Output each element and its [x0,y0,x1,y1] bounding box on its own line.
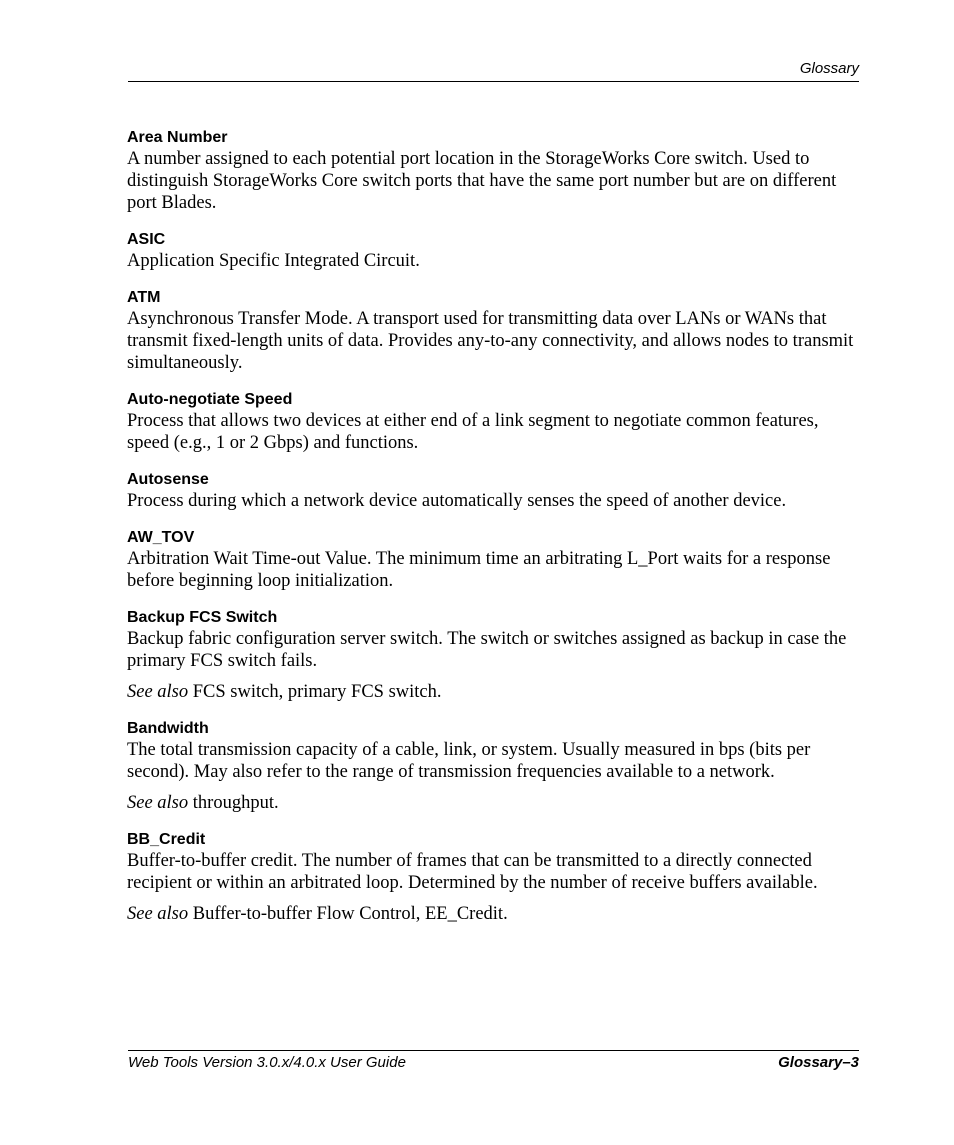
glossary-definition: Arbitration Wait Time-out Value. The minimum time an arbitrating L_Port waits for a response before beginning loop initialization. [127,549,831,591]
glossary-entry [127,528,862,592]
glossary-entry [127,470,862,512]
glossary-term: Area Number [127,129,228,146]
glossary-definition: A number assigned to each potential port location in the StorageWorks Core switch. Used to distinguish StorageWorks Core switch ports that have the same port number but are on different port Blades. [127,149,837,213]
document-title: Web Tools Version 3.0.x/4.0.x User Guide [128,1054,406,1071]
glossary-definition: Asynchronous Transfer Mode. A transport used for transmitting data over LANs or WANs that transmit fixed-length units of data. Provides any-to-any connectivity, and allows nodes to transmit simultaneously. [127,309,854,373]
glossary-term: ATM [127,289,161,306]
glossary-definition: Application Specific Integrated Circuit. [127,251,420,271]
glossary-term: BB_Credit [127,831,206,848]
see-also-label: See also [127,904,189,924]
header-divider [128,81,859,82]
see-also-label: See also [127,793,189,813]
glossary-entry [127,128,862,214]
glossary-content [127,128,862,941]
glossary-term: AW_TOV [127,529,195,546]
glossary-entry [127,230,862,272]
glossary-term: Bandwidth [127,720,209,737]
see-also-reference [127,681,862,703]
glossary-term: Autosense [127,471,209,488]
glossary-term: Backup FCS Switch [127,609,278,626]
glossary-definition: Backup fabric configuration server switch. The switch or switches assigned as backup in case the primary FCS switch fails. [127,629,847,671]
see-also-label: See also [127,682,189,702]
glossary-entry [127,830,862,925]
see-also-reference [127,903,862,925]
glossary-definition: The total transmission capacity of a cable, link, or system. Usually measured in bps (bits per second). May also refer to the range of transmission frequencies available to a network. [127,740,811,782]
see-also-reference [127,792,862,814]
glossary-definition: Process during which a network device automatically senses the speed of another device. [127,491,787,511]
page-number: Glossary–3 [778,1054,859,1071]
see-also-targets: FCS switch, primary FCS switch. [188,682,442,702]
see-also-targets: Buffer-to-buffer Flow Control, EE_Credit. [188,904,508,924]
running-header: Glossary [799,60,859,77]
glossary-definition: Buffer-to-buffer credit. The number of frames that can be transmitted to a directly connected recipient or within an arbitrated loop. Determined by the number of receive buffers available. [127,851,818,893]
glossary-definition: Process that allows two devices at either end of a link segment to negotiate common features, speed (e.g., 1 or 2 Gbps) and functions. [127,411,819,453]
footer-divider [128,1050,859,1051]
glossary-entry [127,719,862,814]
glossary-entry [127,288,862,374]
glossary-entry [127,390,862,454]
glossary-entry [127,608,862,703]
glossary-term: ASIC [127,231,166,248]
see-also-targets: throughput. [188,793,279,813]
glossary-term: Auto-negotiate Speed [127,391,293,408]
